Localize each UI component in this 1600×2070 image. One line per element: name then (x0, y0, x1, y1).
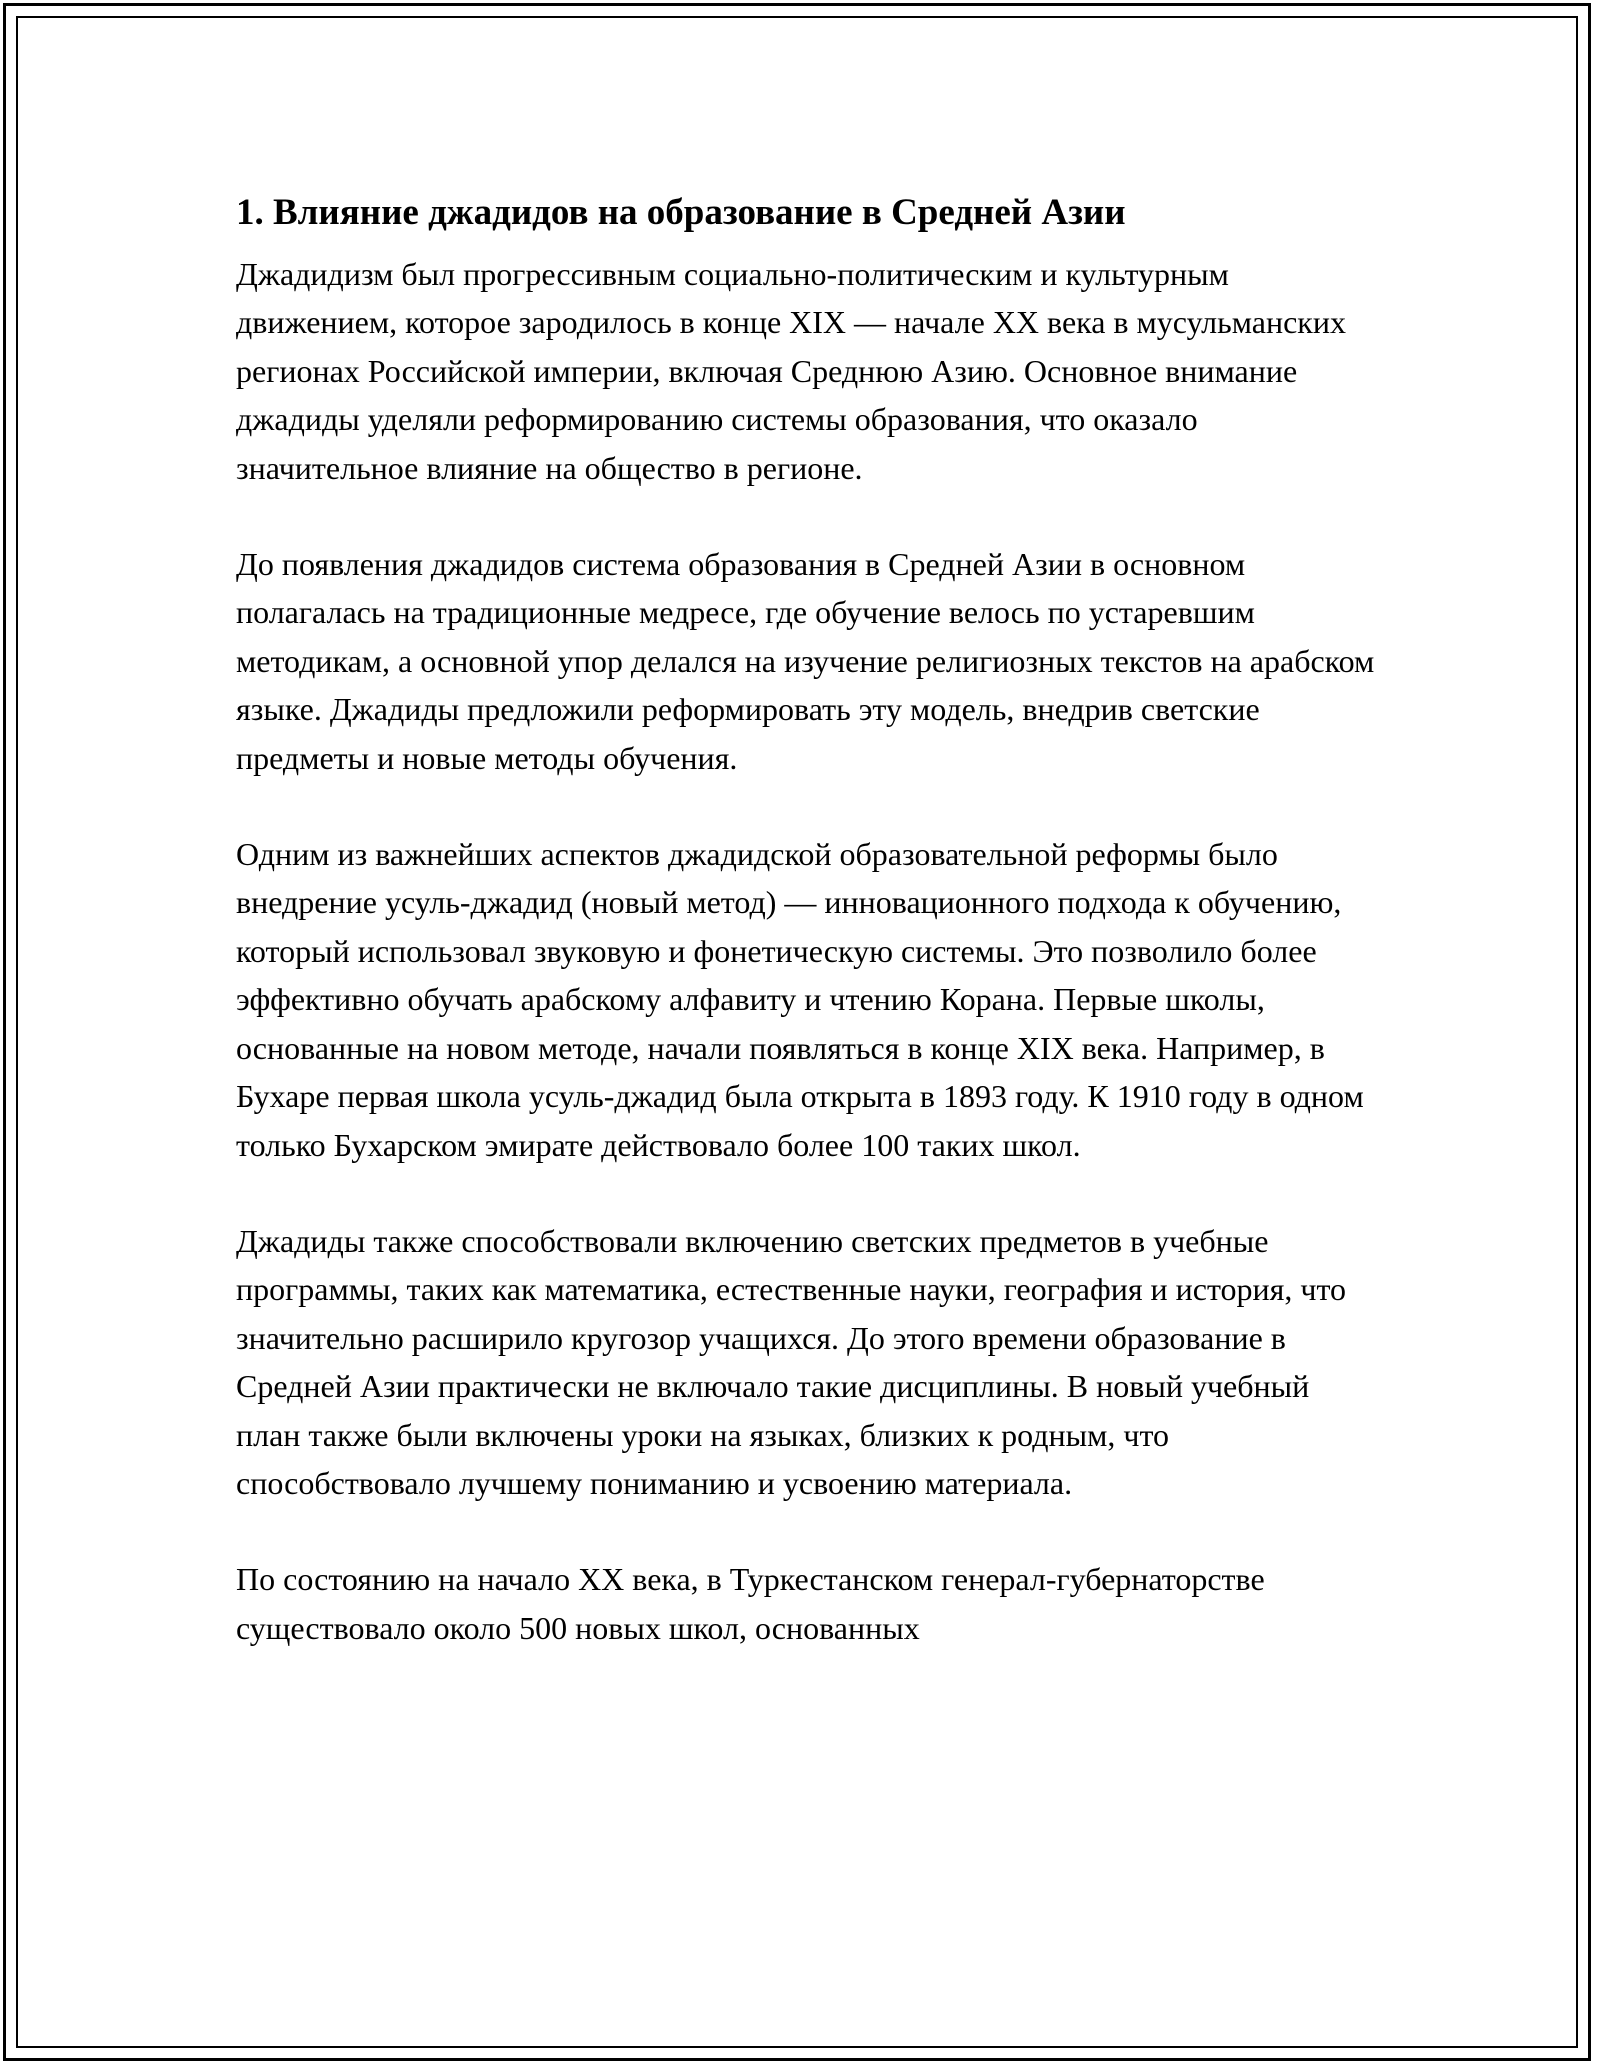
paragraph-4: Джадиды также способствовали включению светских предметов в учебные программы, таких как математика, естественные науки, география и история, что значительно расширило кругозор учащихся. До этого времени образование в Средней Азии практически не включало такие дисциплины. В новый учебный план также были включены уроки на языках, близких к родным, что способствовало лучшему пониманию и усвоению материала. (236, 1222, 1347, 1501)
paragraph-5: По состоянию на начало XX века, в Туркестанском генерал-губернаторстве существовало около 500 новых школ, основанных (236, 1561, 1265, 1646)
paragraph-3: Одним из важнейших аспектов джадидской образовательной реформы было внедрение усуль-джадид (новый метод) — инновационного подхода к обучению, который использовал звуковую и фонетическую системы. Это позволило более эффективно обучать арабскому алфавиту и чтению Корана. Первые школы, основанные на новом методе, начали появляться в конце XIX века. Например, в Бухаре первая школа усуль-джадид была открыта в 1893 году. К 1910 году в одном только Бухарском эмирате действовало более 100 таких школ. (236, 836, 1364, 1163)
paragraph-1: Джадидизм был прогрессивным социально-политическим и культурным движением, которое зародилось в конце XIX — начале XX века в мусульманских регионах Российской империи, включая Среднюю Азию. Основное внимание джадиды уделяли реформированию системы образования, что оказало значительное влияние на общество в регионе. (236, 256, 1346, 486)
paragraph-2: До появления джадидов система образования в Средней Азии в основном полагалась на традиционные медресе, где обучение велось по устаревшим методикам, а основной упор делался на изучение религиозных текстов на арабском языке. Джадиды предложили реформировать эту модель, внедрив светские предметы и новые методы обучения. (236, 546, 1375, 776)
section-title: 1. Влияние джадидов на образование в Средней Азии (236, 192, 1126, 233)
document-body (236, 186, 1376, 1652)
